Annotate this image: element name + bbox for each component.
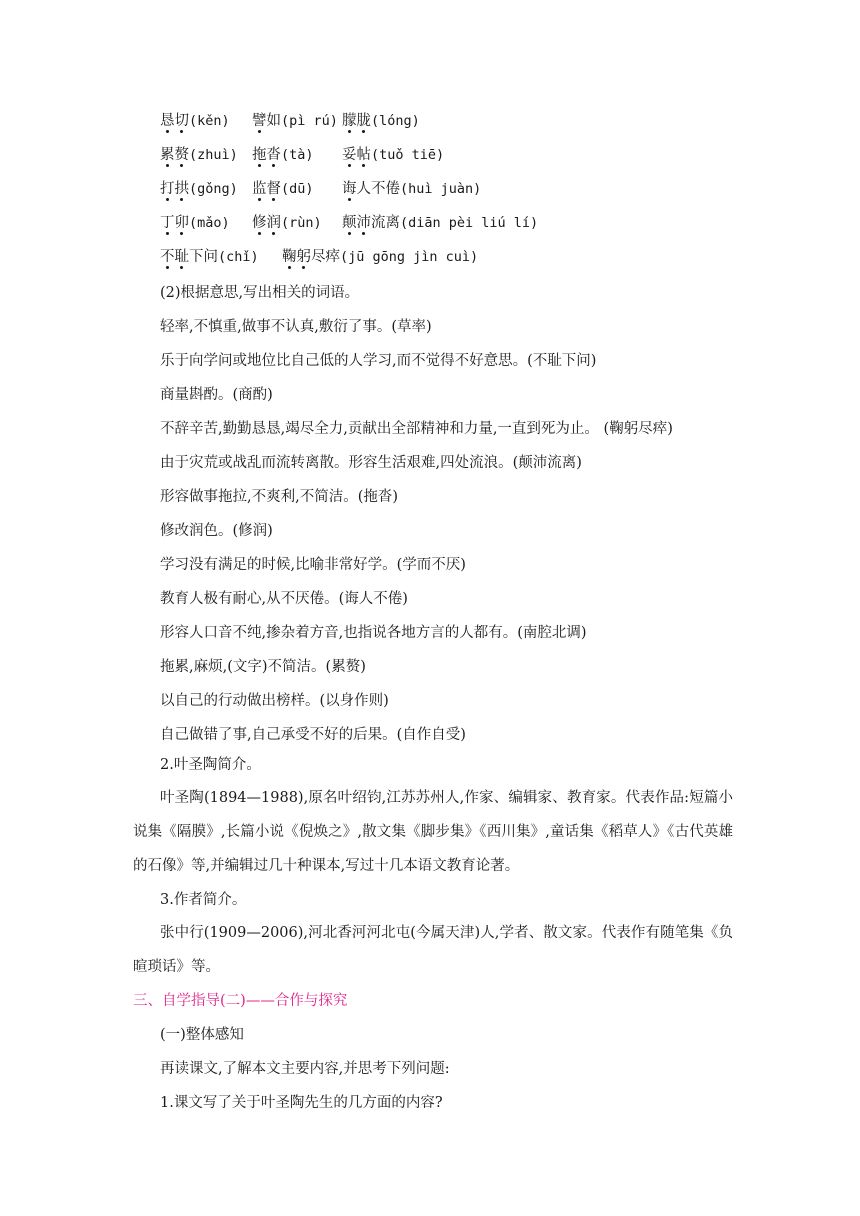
vocab-char: 颠: [342, 215, 357, 231]
subsection-title: (一)整体感知: [160, 1027, 244, 1043]
definition-item: 拖累,麻烦,(文字)不简洁。(累赘): [160, 659, 366, 675]
vocab-item: [282, 247, 478, 267]
vocab-char: 卯: [174, 215, 189, 231]
vocab-char: 譬: [252, 113, 267, 129]
vocab-pinyin: (jū gōng jìn cuì): [340, 249, 479, 265]
question-2-title: (2)根据意思,写出相关的词语。: [160, 285, 360, 301]
vocab-item: [342, 179, 481, 199]
vocab-char: 拖: [252, 147, 267, 163]
vocab-item: [160, 179, 238, 199]
vocab-item: [252, 111, 338, 131]
vocab-char: 修: [252, 215, 267, 231]
vocab-char: 下问: [189, 249, 218, 265]
vocab-char: 监: [252, 181, 267, 197]
vocab-item: [252, 213, 322, 233]
vocab-pinyin: (chǐ): [218, 249, 259, 265]
vocab-char: 不: [160, 249, 175, 265]
vocab-pinyin: (gǒng): [189, 181, 238, 197]
vocab-pinyin: (kěn): [189, 113, 230, 129]
definition-item: 不辞辛苦,勤勤恳恳,竭尽全力,贡献出全部精神和力量,一直到死为止。 (鞠躬尽瘁): [160, 421, 673, 437]
instruction-text: 再读课文,了解本文主要内容,并思考下列问题:: [160, 1061, 450, 1077]
definition-item: 修改润色。(修润): [160, 523, 273, 539]
section-2-title: 2.叶圣陶简介。: [160, 757, 261, 773]
vocab-char: 如: [266, 113, 281, 129]
section-3-title: 3.作者简介。: [160, 892, 247, 908]
section-heading-cooperation: 三、自学指导(二)——合作与探究: [133, 993, 348, 1009]
vocab-char: 尽瘁: [311, 249, 340, 265]
vocab-char: 拱: [174, 181, 189, 197]
vocab-char: 恳: [160, 113, 175, 129]
section-3-body: 张中行(1909—2006),河北香河河北屯(今属天津)人,学者、散文家。代表作有随笔集《负暄琐话》等。: [133, 925, 733, 975]
vocab-char: 切: [174, 113, 189, 129]
definition-item: 自己做错了事,自己承受不好的后果。(自作自受): [160, 727, 466, 743]
vocab-pinyin: (pì rú): [281, 113, 338, 129]
vocab-pinyin: (mǎo): [189, 215, 230, 231]
vocab-item: [160, 213, 230, 233]
vocab-item: [160, 111, 230, 131]
vocab-char: 帖: [356, 147, 371, 163]
definition-item: 以自己的行动做出榜样。(以身作则): [160, 693, 389, 709]
vocab-pinyin: (huì juàn): [400, 181, 482, 197]
vocab-char: 耻: [174, 249, 189, 265]
definition-item: 乐于向学问或地位比自己低的人学习,而不觉得不好意思。(不耻下问): [160, 353, 597, 369]
vocab-char: 累: [160, 147, 175, 163]
vocab-item: [342, 213, 538, 233]
vocab-pinyin: (diān pèi liú lí): [400, 215, 539, 231]
section-2-body: 叶圣陶(1894—1988),原名叶绍钧,江苏苏州人,作家、编辑家、教育家。代表作品:短篇小说集《隔膜》,长篇小说《倪焕之》,散文集《脚步集》《西川集》,童话集《稻草人》《古代英雄的石像》等,并编辑过几十种课本,写过十几本语文教育论著。: [133, 790, 733, 874]
definition-item: 由于灾荒或战乱而流转离散。形容生活艰难,四处流浪。(颠沛流离): [160, 455, 582, 471]
vocab-char: 赘: [174, 147, 189, 163]
vocab-item: [160, 145, 238, 165]
vocab-char: 鞠: [282, 249, 297, 265]
vocab-char: 朦: [342, 113, 357, 129]
vocab-pinyin: (lóng): [371, 113, 420, 129]
definition-item: 形容做事拖拉,不爽利,不简洁。(拖沓): [160, 489, 399, 505]
vocab-item: [252, 145, 314, 165]
definition-item: 学习没有满足的时候,比喻非常好学。(学而不厌): [160, 557, 466, 573]
vocab-pinyin: (tà): [281, 147, 314, 163]
definition-item: 教育人极有耐心,从不厌倦。(诲人不倦): [160, 591, 408, 607]
vocab-char: 胧: [356, 113, 371, 129]
vocab-item: [342, 111, 420, 131]
vocab-pinyin: (rùn): [281, 215, 322, 231]
vocab-char: 丁: [160, 215, 175, 231]
vocab-char: 躬: [296, 249, 311, 265]
vocab-item: [342, 145, 444, 165]
vocab-char: 沛: [356, 215, 371, 231]
vocab-char: 人不倦: [356, 181, 400, 197]
vocab-pinyin: (zhuì): [189, 147, 238, 163]
vocab-char: 打: [160, 181, 175, 197]
vocab-item: [160, 247, 259, 267]
vocab-char: 流离: [371, 215, 400, 231]
definition-item: 商量斟酌。(商酌): [160, 387, 273, 403]
definition-item: 轻率,不慎重,做事不认真,敷衍了事。(草率): [160, 319, 432, 335]
vocab-char: 督: [266, 181, 281, 197]
question-1: 1.课文写了关于叶圣陶先生的几方面的内容?: [160, 1095, 443, 1111]
vocab-item: [252, 179, 314, 199]
vocab-pinyin: (tuǒ tiē): [371, 147, 445, 163]
vocab-char: 润: [266, 215, 281, 231]
definition-item: 形容人口音不纯,掺杂着方音,也指说各地方言的人都有。(南腔北调): [160, 625, 587, 641]
vocab-char: 诲: [342, 181, 357, 197]
vocab-char: 妥: [342, 147, 357, 163]
vocab-char: 沓: [266, 147, 281, 163]
vocab-pinyin: (dū): [281, 181, 314, 197]
